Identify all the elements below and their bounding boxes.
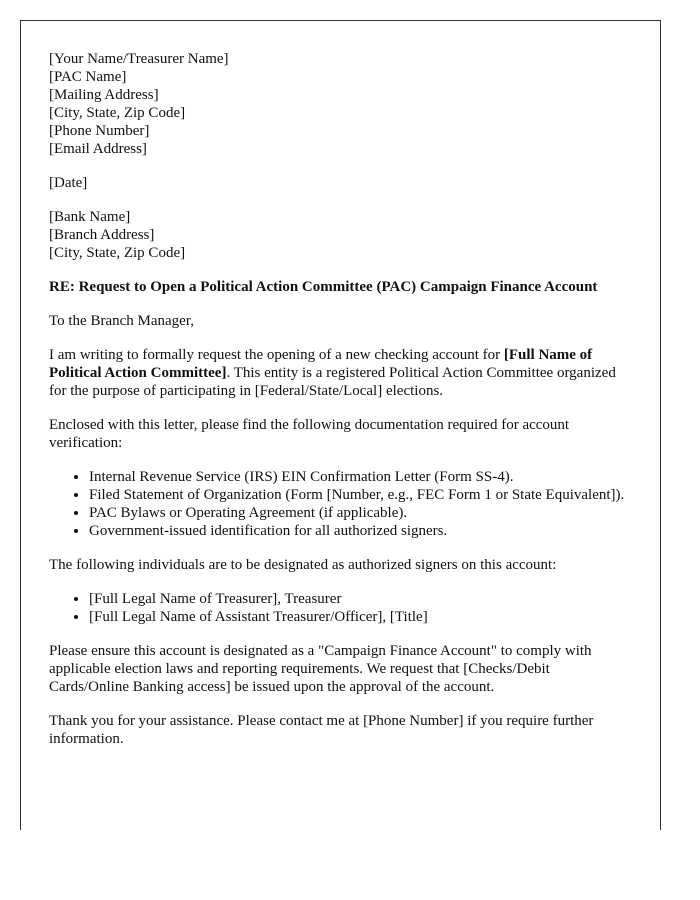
paragraph-signers: The following individuals are to be designated as authorized signers on this account: <box>49 557 557 573</box>
sender-line: [Phone Number] <box>49 123 150 139</box>
text: I am writing to formally request the opening of a new checking account for <box>49 347 504 363</box>
salutation: To the Branch Manager, <box>49 313 194 329</box>
subject-line <box>49 278 630 296</box>
sender-line: [PAC Name] <box>49 69 127 85</box>
list-item: • Government-issued identification for all authorized signers. <box>89 522 630 540</box>
sender-line: [City, State, Zip Code] <box>49 105 186 121</box>
recipient-address <box>49 208 630 262</box>
list-item: • Filed Statement of Organization (Form [Number, e.g., FEC Form 1 or State Equivalent]). <box>89 486 630 504</box>
list-item: • PAC Bylaws or Operating Agreement (if applicable). <box>89 504 630 522</box>
list-item: • Internal Revenue Service (IRS) EIN Confirmation Letter (Form SS-4). <box>89 468 630 486</box>
paragraph-request <box>49 346 630 400</box>
recipient-line: [City, State, Zip Code] <box>49 245 186 261</box>
list-item: • [Full Legal Name of Treasurer], Treasurer <box>89 590 630 608</box>
sender-address <box>49 50 630 158</box>
sender-line: [Email Address] <box>49 141 147 157</box>
signers-list <box>49 590 630 626</box>
paragraph-designation: Please ensure this account is designated as a "Campaign Finance Account" to comply with applicable election laws and reporting requirements. We request that [Checks/Debit Cards/Online Banking access] be issued upon the approval of the account. <box>49 643 592 695</box>
text: . This entity is a registered Political Action Committee organized for the purpose of participating in [Federal/State/Local] elections. <box>49 365 616 399</box>
subject-text: RE: Request to Open a Political Action Committee (PAC) Campaign Finance Account <box>49 279 598 295</box>
sender-line: [Your Name/Treasurer Name] <box>49 51 229 67</box>
recipient-line: [Branch Address] <box>49 227 155 243</box>
letter-date: [Date] <box>49 175 88 191</box>
documents-list <box>49 468 630 540</box>
sender-line: [Mailing Address] <box>49 87 159 103</box>
paragraph-enclosures: Enclosed with this letter, please find the following documentation required for account verification: <box>49 417 570 451</box>
pac-name-placeholder: [Full Name of Political Action Committee] <box>49 347 593 381</box>
recipient-line: [Bank Name] <box>49 209 131 225</box>
list-item: • [Full Legal Name of Assistant Treasurer/Officer], [Title] <box>89 608 630 626</box>
letter-page <box>20 20 661 830</box>
paragraph-closing: Thank you for your assistance. Please contact me at [Phone Number] if you require further information. <box>49 713 594 747</box>
